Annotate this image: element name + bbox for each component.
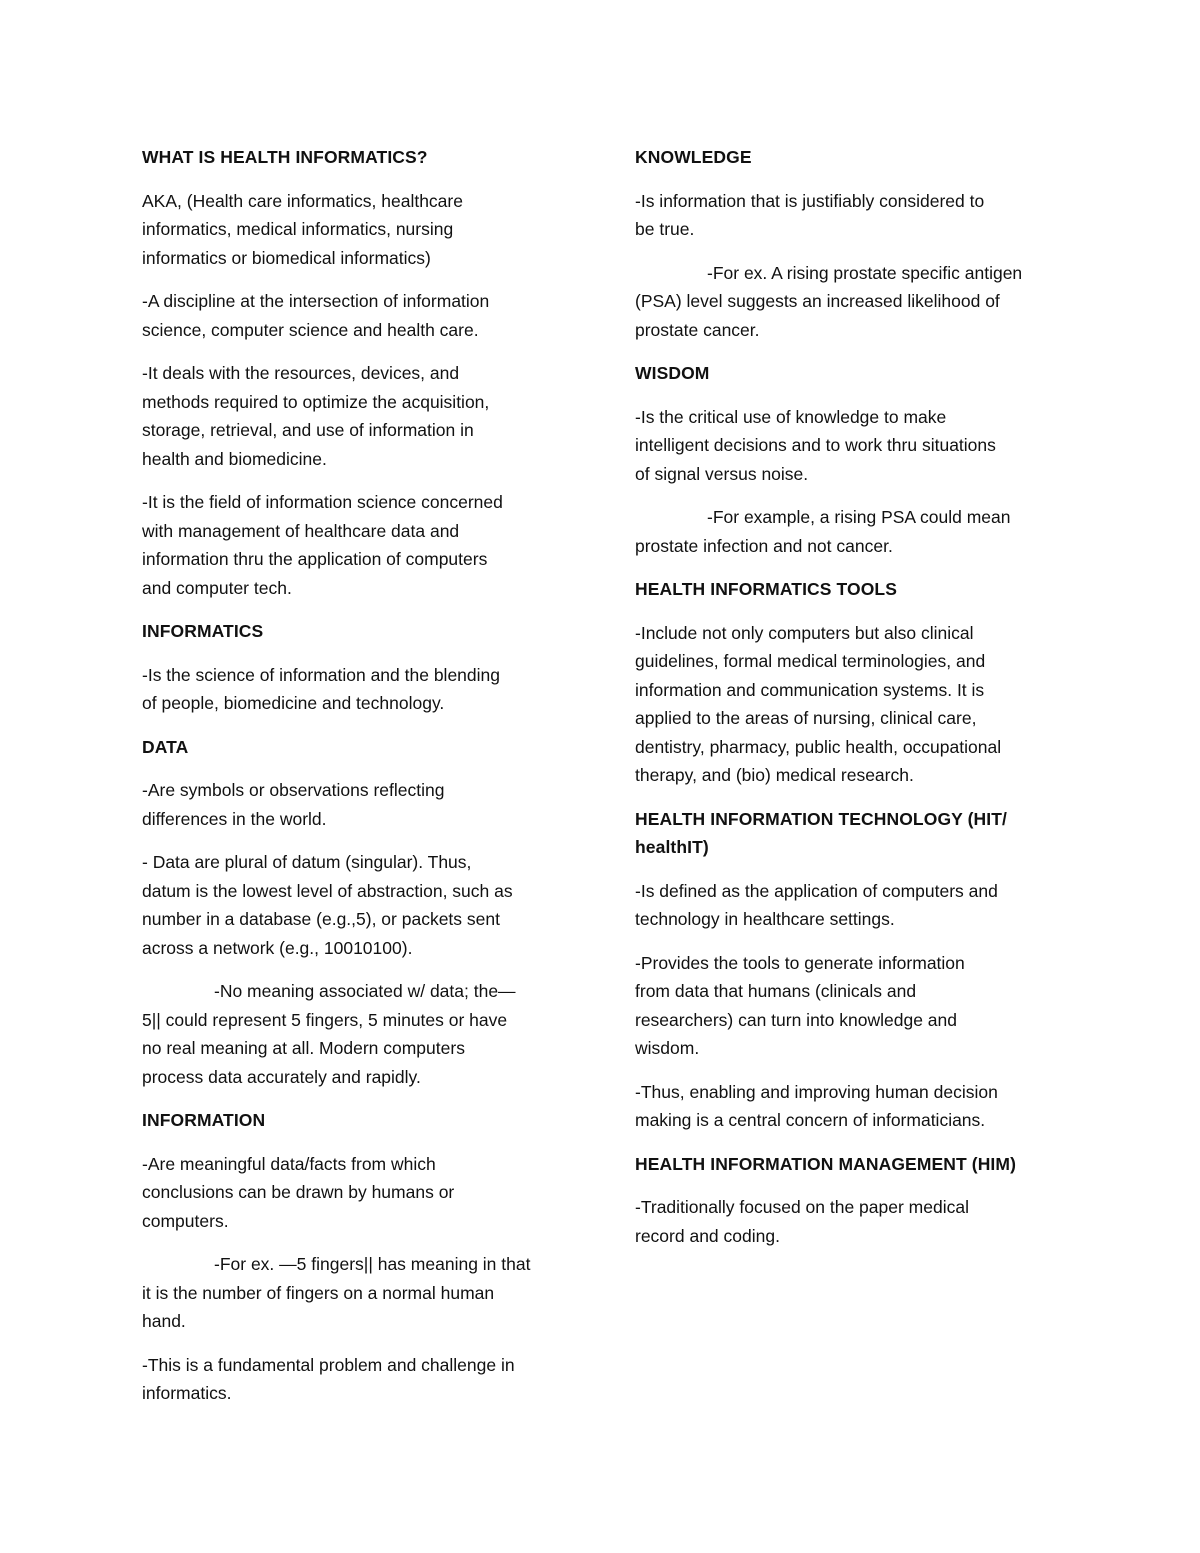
paragraph-him-def: -Traditionally focused on the paper medical record and coding. (635, 1197, 969, 1246)
paragraph-knowledge-def: -Is information that is justifiably considered to be true. (635, 190, 985, 239)
paragraph-aka: AKA, (Health care informatics, healthcare informatics, medical informatics, nursing informatics or biomedical informatics) (142, 190, 463, 268)
heading-him: HEALTH INFORMATION MANAGEMENT (HIM) (635, 1153, 1016, 1174)
heading-information: INFORMATION (142, 1110, 266, 1130)
paragraph-informatics-def: -Is the science of information and the blending of people, biomedicine and technology. (142, 664, 500, 713)
heading-health-informatics-tools: HEALTH INFORMATICS TOOLS (635, 579, 897, 599)
paragraph-fundamental-problem: -This is a fundamental problem and challenge in informatics. (142, 1354, 515, 1403)
heading-what-is-health-informatics: WHAT IS HEALTH INFORMATICS? (142, 147, 428, 167)
paragraph-datum: - Data are plural of datum (singular). Thus, datum is the lowest level of abstraction, such as number in a database (e.g.,5), or packets sent across a network (e.g., 10010100). (142, 852, 513, 958)
paragraph-no-meaning: -No meaning associated w/ data; the— 5|| could represent 5 fingers, 5 minutes or have no real meaning at all. Modern computers process data accurately and rapidly. (142, 981, 516, 1087)
heading-knowledge: KNOWLEDGE (635, 147, 752, 167)
paragraph-psa-example: -For ex. A rising prostate specific antigen (PSA) level suggests an increased likelihood of prostate cancer. (635, 262, 1023, 340)
paragraph-resources: -It deals with the resources, devices, and methods required to optimize the acquisition, storage, retrieval, and use of information in health and biomedicine. (142, 363, 490, 469)
paragraph-decision-making: -Thus, enabling and improving human decision making is a central concern of informaticians. (635, 1081, 998, 1130)
paragraph-tools-def: -Include not only computers but also clinical guidelines, formal medical terminologies, and information and communication systems. It is applied to the areas of nursing, clinical care, dentistry, pharmacy, public health, occupational therapy, and (bio) medical research. (635, 622, 1002, 785)
paragraph-psa-infection: -For example, a rising PSA could mean prostate infection and not cancer. (635, 507, 1011, 556)
right-column (635, 143, 1075, 1265)
paragraph-information-def: -Are meaningful data/facts from which conclusions can be drawn by humans or computers. (142, 1153, 455, 1231)
heading-hit: HEALTH INFORMATION TECHNOLOGY (HIT/ healthIT) (635, 808, 1007, 857)
heading-data: DATA (142, 736, 189, 757)
paragraph-data-def: -Are symbols or observations reflecting differences in the world. (142, 780, 445, 829)
paragraph-discipline: -A discipline at the intersection of information science, computer science and health care. (142, 291, 490, 340)
paragraph-hit-tools: -Provides the tools to generate information from data that humans (clinicals and researchers) can turn into knowledge and wisdom. (635, 952, 965, 1058)
paragraph-field: -It is the field of information science concerned with management of healthcare data and information thru the application of computers and computer tech. (142, 492, 503, 598)
left-column (142, 143, 582, 1423)
paragraph-hit-def: -Is defined as the application of computers and technology in healthcare settings. (635, 880, 998, 929)
paragraph-wisdom-def: -Is the critical use of knowledge to make intelligent decisions and to work thru situations of signal versus noise. (635, 406, 996, 484)
heading-wisdom: WISDOM (635, 363, 710, 383)
heading-informatics: INFORMATICS (142, 621, 264, 641)
paragraph-five-fingers: -For ex. ―5 fingers|| has meaning in that it is the number of fingers on a normal human hand. (142, 1254, 531, 1331)
